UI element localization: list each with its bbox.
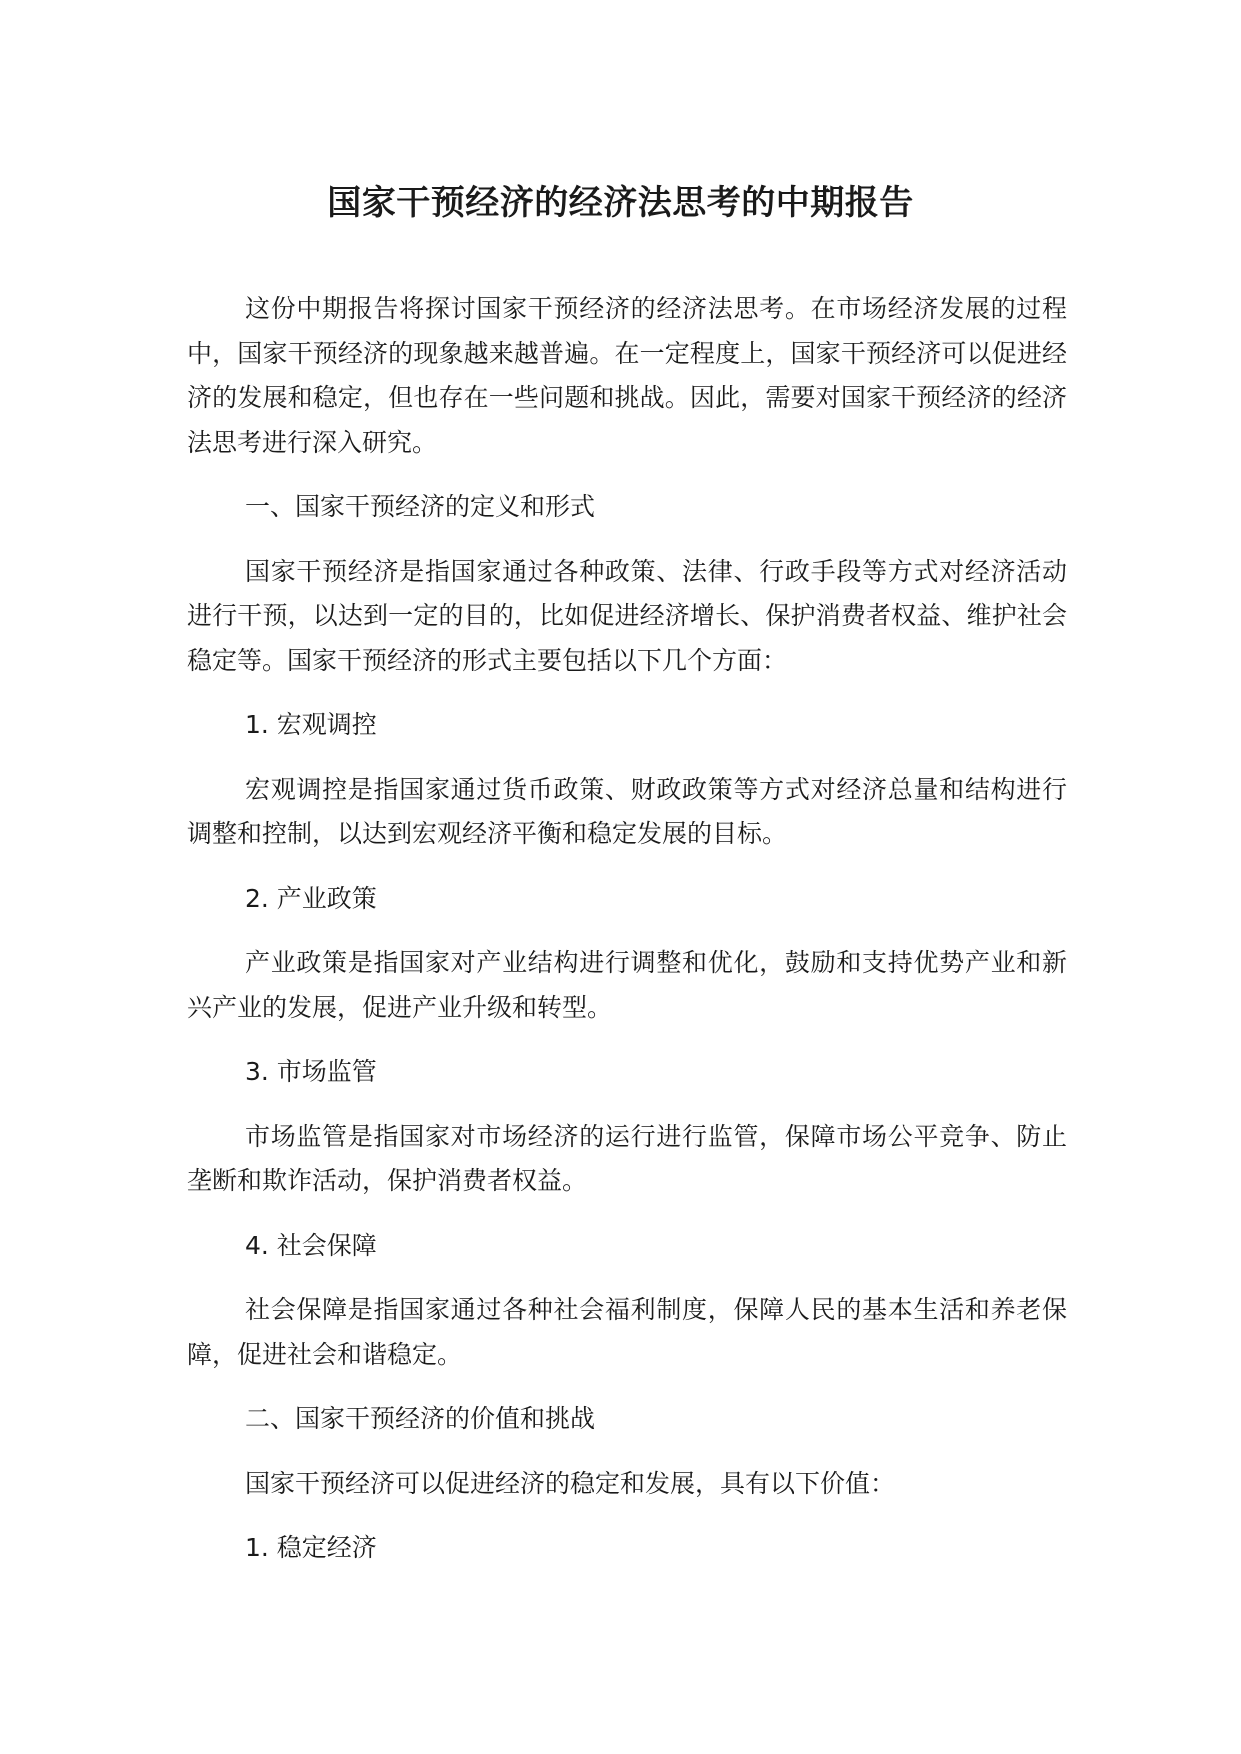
- paragraph-social-security: 社会保障是指国家通过各种社会福利制度，保障人民的基本生活和养老保障，促进社会和谐稳定。: [187, 1295, 1067, 1369]
- section-heading-2: 二、国家干预经济的价值和挑战: [245, 1404, 596, 1433]
- subheading-market-supervision: 3. 市场监管: [245, 1057, 377, 1086]
- subheading-macro-control: 1. 宏观调控: [245, 710, 377, 739]
- paragraph-industrial-policy: 产业政策是指国家对产业结构进行调整和优化，鼓励和支持优势产业和新兴产业的发展，促进产业升级和转型。: [187, 948, 1067, 1022]
- subheading-industrial-policy: 2. 产业政策: [245, 883, 377, 913]
- subheading-stable-economy: 1. 稳定经济: [245, 1533, 377, 1562]
- document-body: [187, 287, 1067, 1591]
- paragraph-values-intro: 国家干预经济可以促进经济的稳定和发展，具有以下价值：: [245, 1468, 896, 1498]
- paragraph-intro: 这份中期报告将探讨国家干预经济的经济法思考。在市场经济发展的过程中，国家干预经济的现象越来越普遍。在一定程度上，国家干预经济可以促进经济的发展和稳定，但也存在一些问题和挑战。因此，需要对国家干预经济的经济法思考进行深入研究。: [187, 294, 1067, 457]
- document-title: 国家干预经济的经济法思考的中期报告: [327, 183, 914, 223]
- paragraph-definition: 国家干预经济是指国家通过各种政策、法律、行政手段等方式对经济活动进行干预，以达到一定的目的，比如促进经济增长、保护消费者权益、维护社会稳定等。国家干预经济的形式主要包括以下几个方面：: [187, 556, 1067, 675]
- paragraph-market-supervision: 市场监管是指国家对市场经济的运行进行监管，保障市场公平竞争、防止垄断和欺诈活动，保护消费者权益。: [187, 1121, 1067, 1195]
- paragraph-macro-control: 宏观调控是指国家通过货币政策、财政政策等方式对经济总量和结构进行调整和控制，以达到宏观经济平衡和稳定发展的目标。: [187, 774, 1067, 848]
- subheading-social-security: 4. 社会保障: [245, 1230, 377, 1260]
- section-heading-1: 一、国家干预经济的定义和形式: [245, 492, 596, 521]
